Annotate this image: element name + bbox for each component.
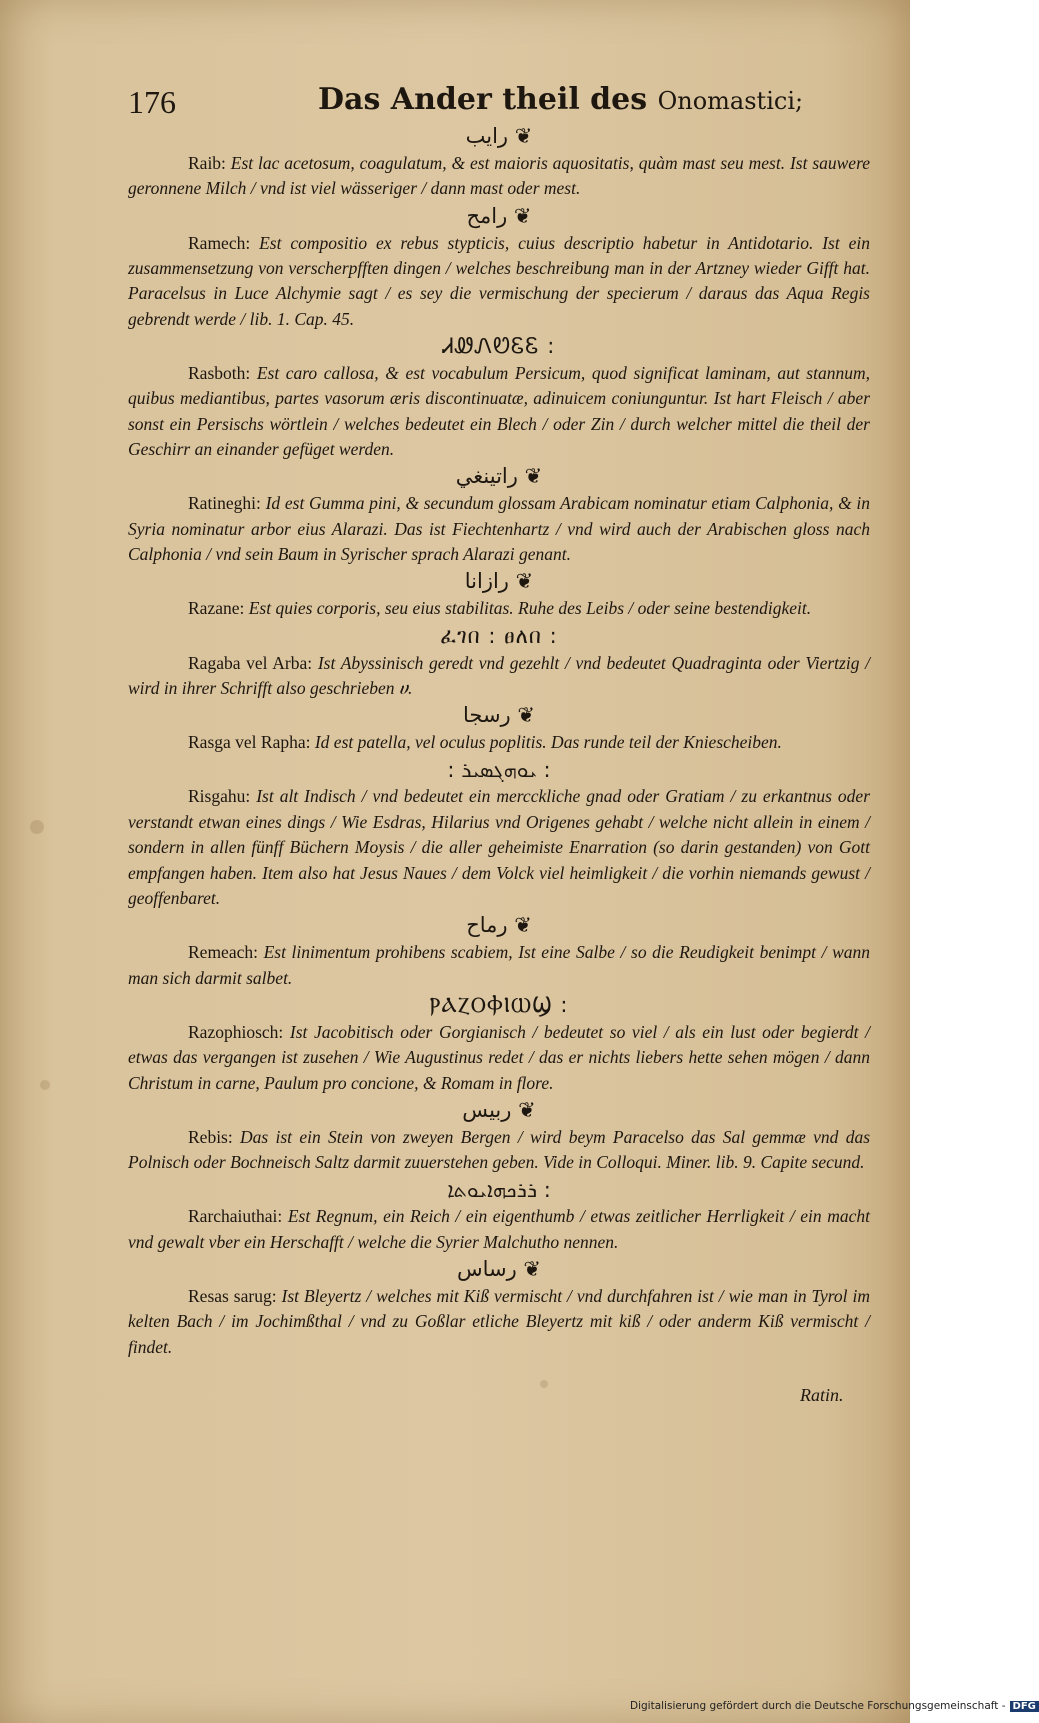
dictionary-entry [128, 151, 870, 202]
entry-lemma: Risgahu: [188, 786, 251, 807]
entry-text: Ist alt Indisch / vnd bedeutet ein mercckliche gnad oder Gratiam / zu erkantnus oder verstandt etwan eines dings / Wie Esdras, Hilarius vnd Origenes gehabt / welche nicht allein in einem / sondern in allen fünff Büchern Moysis / die aller geheimiste Enarration (so darin gestanden) von Gott empfangen haben. Item also hat Jesus Naues / dem Volck viel heimligkeit / die vorhin niemands gewust / geoffenbaret. [128, 786, 871, 908]
entry-text: Ist Abyssinisch geredt vnd gezehlt / vnd bedeutet Quadraginta oder Viertzig / wird in ihrer Schrifft also geschrieben ሀ. [128, 652, 871, 698]
entry-text: Est compositio ex rebus stypticis, cuius descriptio habetur in Antidotario. Ist ein zusammensetzung von verscherpfften dingen / welches beschreibung man in der Artzney wieder Gifft hat. Paracelsus in Luce Alchymie sagt / es sey die vermischung der specierum / daraus das Aqua Regis gebrendt werde / lib. 1. Cap. 45. [128, 232, 870, 329]
dfg-logo: DFG [1010, 1701, 1039, 1712]
dictionary-body [128, 122, 870, 1360]
entry-text: Est quies corporis, seu eius stabilitas. Ruhe des Leibs / oder seine bestendigkeit. [248, 598, 812, 619]
entry-glyph: رماح ❦ [466, 913, 532, 938]
entry-glyph: ⲢⲀⲌⲞⲪⲒⲰϢ : [429, 992, 569, 1017]
entry-glyph: ربيس ❦ [462, 1097, 536, 1122]
dictionary-entry [128, 1125, 870, 1176]
page-number: 176 [128, 84, 176, 120]
dictionary-entry [128, 1284, 870, 1360]
stain-spot [30, 820, 44, 834]
stain-spot [40, 1080, 50, 1090]
stain-spot [540, 1380, 548, 1388]
entry-glyph: رساس ❦ [456, 1257, 542, 1282]
entry-glyph: رسجا ❦ [463, 703, 535, 728]
entry-text: Est lac acetosum, coagulatum, & est maioris aquositatis, quàm mast seu mest. Ist sauwere geronnene Milch / vnd ist viel wässeriger / dann mast oder mest. [128, 152, 870, 199]
entry-glyph: ፈገበ : ፀለበ : [440, 623, 558, 648]
entry-text: Est Regnum, ein Reich / ein eigenthumb / etwas zeitlicher Herrligkeit / ein macht vnd gewalt vber ein Herschafft / welche die Syrier Malchutho nennen. [128, 1206, 870, 1252]
dictionary-entry [128, 730, 870, 755]
entry-glyph: رامح ❦ [466, 203, 532, 228]
entry-lemma: Rebis: [188, 1126, 233, 1147]
entry-glyph: رازانا ❦ [464, 569, 534, 594]
entry-lemma: Rasboth: [188, 362, 251, 383]
entry-lemma: Ragaba vel Arba: [188, 652, 313, 673]
running-title [318, 82, 803, 117]
entry-text: Ist Bleyertz / welches mit Kiß vermischt / vnd durchfahren ist / wie man in Tyrol im kelten Bach / im Jochimßthal / vnd zu Goßlar etliche Bleyertz mit kiß / oder anderm Kiß vermischt / findet. [128, 1286, 870, 1357]
dictionary-entry [128, 1204, 870, 1255]
running-title-main: Das Ander theil des [318, 82, 648, 117]
dictionary-entry [128, 651, 870, 702]
dictionary-entry [128, 1020, 870, 1096]
entry-lemma: Rarchaiuthai: [188, 1206, 283, 1227]
entry-glyph: ᏗᏪᏁᏬᏋᏋ : [442, 334, 556, 358]
entry-lemma: Rasga vel Rapha: [188, 732, 311, 753]
entry-lemma: Remeach: [188, 942, 258, 963]
dictionary-entry [128, 491, 870, 567]
entry-lemma: Ratineghi: [188, 493, 261, 514]
entry-lemma: Razane: [188, 598, 245, 619]
catchword: Ratin. [800, 1385, 844, 1405]
entry-glyph: رايب ❦ [465, 124, 533, 148]
entry-glyph: : ܝܘܗܓܣܝܪ : [447, 757, 551, 782]
entry-glyph: ܪܪܟܗܐܝܘܬܐ : [447, 1177, 551, 1202]
entry-lemma: Ramech: [188, 232, 251, 253]
entry-text: Id est Gumma pini, & secundum glossam Arabicam nominatur etiam Calphonia, & in Syria nominatur arbor eius Alarazi. Das ist Fiechtenhartz / vnd wird auch der Arabischen gloss nach Calphonia / vnd sein Baum in Syrischer sprach Alarazi genant. [128, 493, 870, 564]
entry-text: Est linimentum prohibens scabiem, Ist eine Salbe / so die Reudigkeit benimpt / wann man sich darmit salbet. [128, 942, 870, 988]
entry-lemma: Resas sarug: [188, 1286, 277, 1306]
footer-text: Digitalisierung gefördert durch die Deutsche Forschungsgemeinschaft - [630, 1700, 1006, 1712]
dictionary-entry [128, 784, 870, 911]
entry-glyph: راتينغي ❦ [455, 464, 543, 489]
entry-text: Das ist ein Stein von zweyen Bergen / wird beym Paracelso das Sal gemmæ vnd das Polnisch oder Bochneisch Saltz darmit zuuerstehen geben. Vide in Colloqui. Miner. lib. 9. Capite secund. [128, 1126, 871, 1173]
entry-text: Id est patella, vel oculus poplitis. Das runde teil der Kniescheiben. [314, 732, 782, 753]
dictionary-entry [128, 940, 870, 991]
digitization-footer [630, 1700, 1036, 1720]
entry-lemma: Razophiosch: [188, 1021, 284, 1042]
entry-lemma: Raib: [188, 152, 226, 173]
entry-text: Est caro callosa, & est vocabulum Persicum, quod significat laminam, aut stannum, quibus mediantibus, partes vasorum æris discontinuatæ, adinuicem coniunguntur. Ist hart Fleisch / aber sonst ein Persischs wörtlein / welches bedeutet ein Blech / oder Zin / durch welcher mittel die theil der Geschirr an einander gefüget werden. [128, 362, 870, 459]
running-title-sub: Onomastici; [657, 87, 804, 115]
entry-text: Ist Jacobitisch oder Gorgianisch / bedeutet so viel / als ein lust oder begierdt / etwas das vergangen ist zusehen / Wie Augustinus redet / das er nichts liebers hette sehen mögen / dann Christum in carne, Paulum pro concione, & Romam in flore. [128, 1021, 870, 1093]
dictionary-entry [128, 596, 870, 621]
dictionary-entry [128, 361, 870, 463]
dictionary-entry [128, 231, 870, 333]
